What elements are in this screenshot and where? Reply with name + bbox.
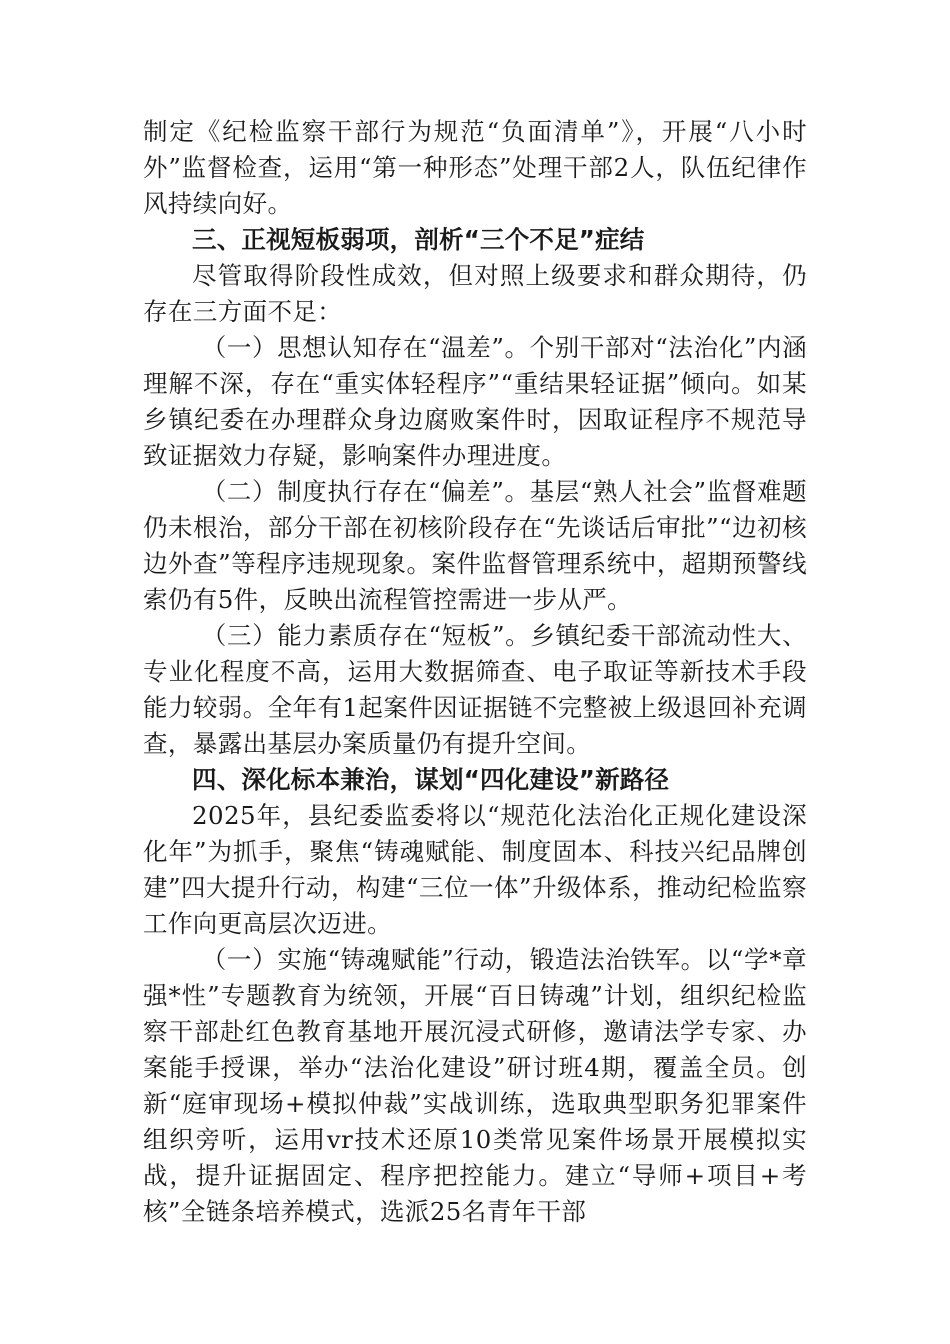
paragraph-issue-2: （二）制度执行存在“偏差”。基层“熟人社会”监督难题仍未根治，部分干部在初核阶段存在“先谈话后审批”“边初核边外查”等程序违规现象。案件监督管理系统中，超期预警线索仍有5件，反映出流程管控需进一步从严。 <box>143 477 807 614</box>
section-heading-3: 三、正视短板弱项，剖析“三个不足”症结 <box>192 225 645 254</box>
section-heading-4: 四、深化标本兼治，谋划“四化建设”新路径 <box>192 765 670 794</box>
paragraph-intro-3: 尽管取得阶段性成效，但对照上级要求和群众期待，仍存在三方面不足： <box>143 261 807 326</box>
paragraph-action-1: （一）实施“铸魂赋能”行动，锻造法治铁军。以“学*章强*性”专题教育为统领，开展“百日铸魂”计划，组织纪检监察干部赴红色教育基地开展沉浸式研修，邀请法学专家、办案能手授课，举办“法治化建设”研讨班4期，覆盖全员。创新“庭审现场+模拟仲裁”实战训练，选取典型职务犯罪案件组织旁听，运用vr技术还原10类常见案件场景开展模拟实战，提升证据固定、程序把控能力。建立“导师+项目+考核”全链条培养模式，选派25名青年干部 <box>143 945 807 1226</box>
paragraph-intro-4: 2025年，县纪委监委将以“规范化法治化正规化建设深化年”为抓手，聚焦“铸魂赋能、制度固本、科技兴纪品牌创建”四大提升行动，构建“三位一体”升级体系，推动纪检监察工作向更高层次迈进。 <box>143 801 807 938</box>
paragraph-issue-1: （一）思想认知存在“温差”。个别干部对“法治化”内涵理解不深，存在“重实体轻程序”“重结果轻证据”倾向。如某乡镇纪委在办理群众身边腐败案件时，因取证程序不规范导致证据效力存疑，影响案件办理进度。 <box>143 333 807 470</box>
paragraph-continuation: 制定《纪检监察干部行为规范“负面清单”》，开展“八小时外”监督检查，运用“第一种形态”处理干部2人，队伍纪律作风持续向好。 <box>143 117 807 218</box>
paragraph-issue-3: （三）能力素质存在“短板”。乡镇纪委干部流动性大、专业化程度不高，运用大数据筛查、电子取证等新技术手段能力较弱。全年有1起案件因证据链不完整被上级退回补充调查，暴露出基层办案质量仍有提升空间。 <box>143 621 807 758</box>
document-body <box>143 114 807 1230</box>
